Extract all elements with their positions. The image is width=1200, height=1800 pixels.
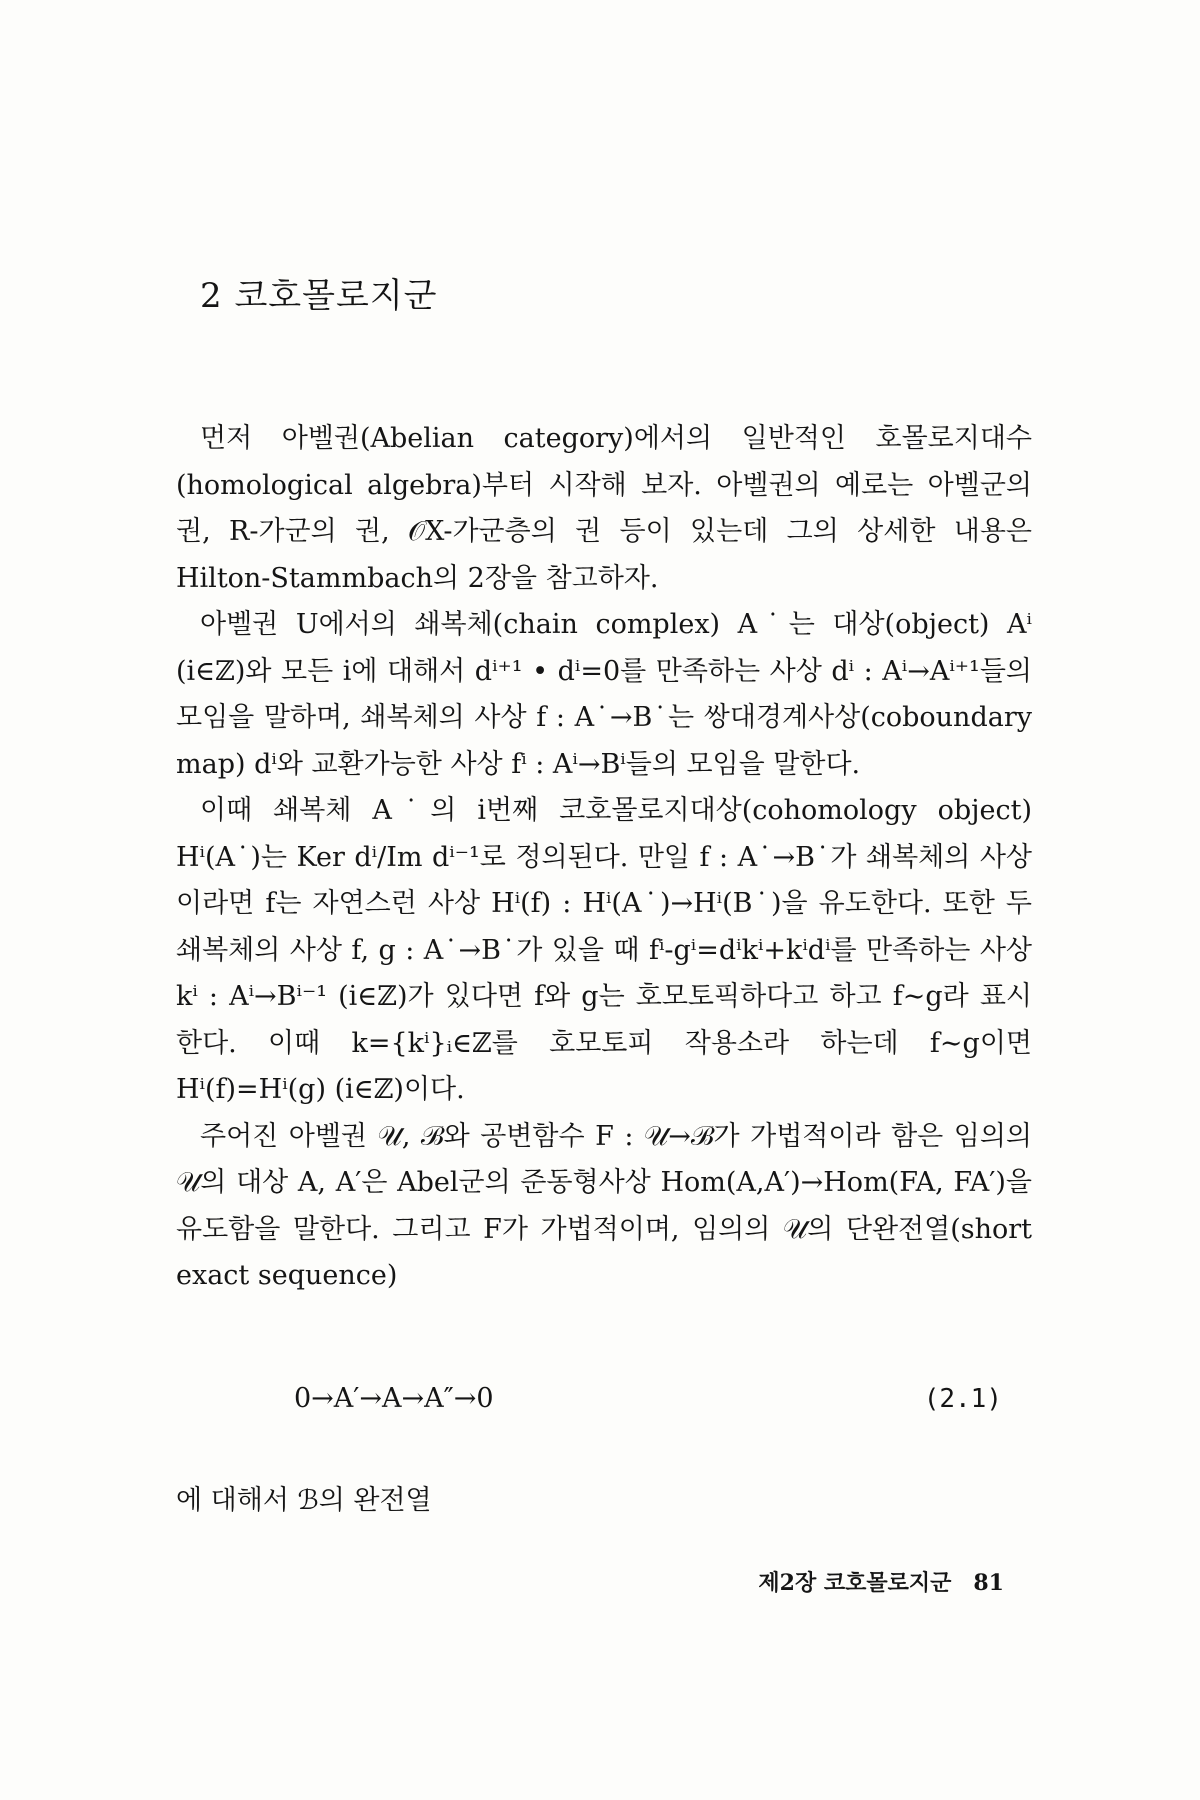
paragraph-2: 아벨권 U에서의 쇄복체(chain complex) A˙는 대상(object) Aⁱ (i∈ℤ)와 모든 i에 대해서 dⁱ⁺¹ • dⁱ=0를 만족하는 사상 dⁱ : Aⁱ→Aⁱ⁺¹들의 모임을 말하며, 쇄복체의 사상 f : A˙→B˙는 쌍대경계사상(coboundary map) dⁱ와 교환가능한 사상 fⁱ : Aⁱ→Bⁱ들의 모임을 말한다. <box>176 609 1032 780</box>
equation-number: (2.1) <box>923 1384 1002 1414</box>
equation-2-1 <box>176 1376 1032 1422</box>
paragraph-3: 이때 쇄복체 A˙의 i번째 코호몰로지대상(cohomology object) Hⁱ(A˙)는 Ker dⁱ/Im dⁱ⁻¹로 정의된다. 만일 f : A˙→B˙가 쇄복체의 사상이라면 f는 자연스런 사상 Hⁱ(f) : Hⁱ(A˙)→Hⁱ(B˙)을 유도한다. 또한 두 쇄복체의 사상 f, g : A˙→B˙가 있을 때 fⁱ-gⁱ=dⁱkⁱ+kⁱdⁱ를 만족하는 사상 kⁱ : Aⁱ→Bⁱ⁻¹ (i∈ℤ)가 있다면 f와 g는 호모토픽하다고 하고 f∼g라 표시한다. 이때 k={kⁱ}ᵢ∈ℤ를 호모토피 작용소라 하는데 f∼g이면 Hⁱ(f)=Hⁱ(g) (i∈ℤ)이다. <box>176 795 1032 1105</box>
page-footer <box>758 1566 1004 1597</box>
paragraph-4: 주어진 아벨권 𝒰, ℬ와 공변함수 F : 𝒰→ℬ가 가법적이라 함은 임의의 𝒰의 대상 A, A′은 Abel군의 준동형사상 Hom(A,A′)→Hom(FA, FA′)을 유도함을 말한다. 그리고 F가 가법적이며, 임의의 𝒰의 단완전열(short exact sequence) <box>176 1120 1032 1291</box>
after-equation-text: 에 대해서 ℬ의 완전열 <box>176 1485 432 1516</box>
page-number: 81 <box>973 1570 1004 1596</box>
equation-body: 0→A′→A→A″→0 <box>294 1383 494 1414</box>
chapter-label: 제2장 코호몰로지군 <box>758 1570 952 1596</box>
body-text <box>176 416 1032 1300</box>
section-title: 2 코호몰로지군 <box>200 276 438 316</box>
paragraph-1: 먼저 아벨권(Abelian category)에서의 일반적인 호몰로지대수(homological algebra)부터 시작해 보자. 아벨권의 예로는 아벨군의 권, R-가군의 권, 𝒪X-가군층의 권 등이 있는데 그의 상세한 내용은 Hilton-Stammbach의 2장을 참고하자. <box>176 423 1032 594</box>
